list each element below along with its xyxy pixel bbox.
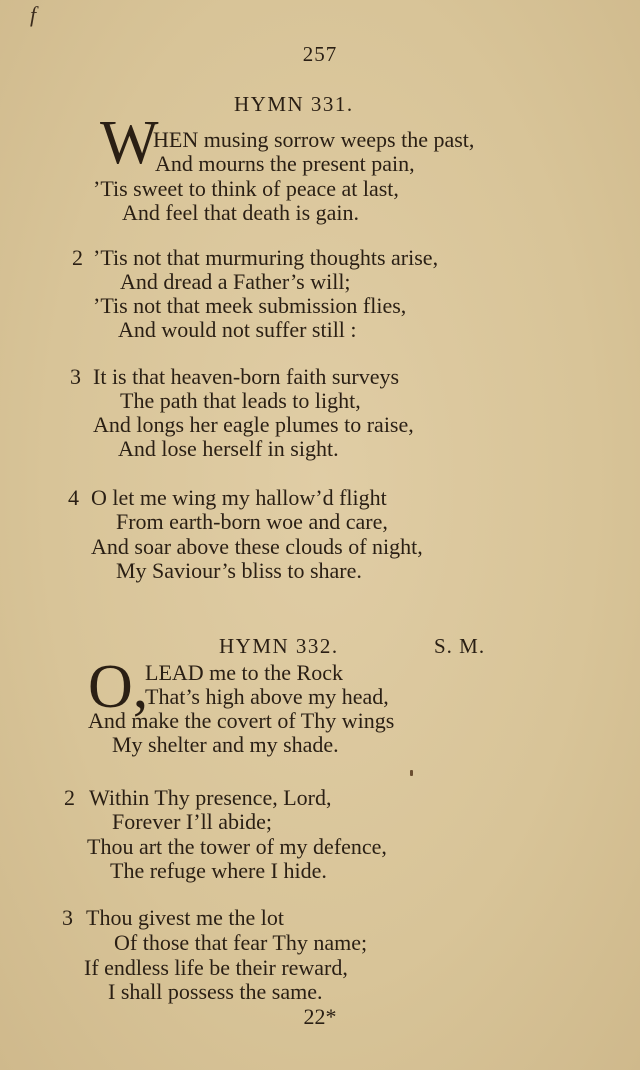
- hymn-332-s1-line-2: That’s high above my head,: [145, 684, 389, 709]
- hymn-331-s1-line-2: And mourns the present pain,: [155, 151, 415, 176]
- hymn-331-s1-line-3: ’Tis sweet to think of peace at last,: [93, 176, 399, 201]
- hymn-332-s2-line-4: The refuge where I hide.: [110, 858, 327, 883]
- hymn-331-s2-line-3: ’Tis not that meek submission flies,: [93, 293, 407, 318]
- hymn-332-title: HYMN 332.: [219, 634, 339, 658]
- signature-mark: 22*: [303, 1004, 337, 1029]
- hymn-332-s1-line-3: And make the covert of Thy wings: [88, 708, 395, 733]
- hymn-331-s1-line-1: HEN musing sorrow weeps the past,: [153, 127, 475, 152]
- hymn-331-s3-line-3: And longs her eagle plumes to raise,: [93, 412, 414, 437]
- hymn-331-s4-line-4: My Saviour’s bliss to share.: [116, 558, 362, 583]
- hymn-331-s2-number: 2: [72, 245, 83, 270]
- hymn-332-s3-number: 3: [62, 905, 73, 930]
- hymn-332-s2-number: 2: [64, 785, 75, 810]
- hymn-331-s3-line-2: The path that leads to light,: [120, 388, 361, 413]
- hymn-332-s2-line-3: Thou art the tower of my defence,: [87, 834, 387, 859]
- ink-speck: [410, 770, 413, 776]
- hymn-331-s3-number: 3: [70, 364, 81, 389]
- hymn-331-s1-line-4: And feel that death is gain.: [122, 200, 360, 225]
- hymn-332-dropcap: O,: [88, 653, 149, 721]
- hymn-332-s3-line-2: Of those that fear Thy name;: [114, 930, 368, 955]
- hymn-331-s2-line-2: And dread a Father’s will;: [120, 269, 351, 294]
- hymn-332-s3-line-1: Thou givest me the lot: [86, 905, 284, 930]
- hymn-331-s2-line-4: And would not suffer still :: [118, 317, 357, 342]
- hymn-331-s2-line-1: ’Tis not that murmuring thoughts arise,: [93, 245, 439, 270]
- corner-mark: f: [30, 2, 37, 27]
- hymn-331-s4-line-2: From earth-born woe and care,: [116, 509, 388, 534]
- hymn-332-s3-line-4: I shall possess the same.: [108, 979, 323, 1004]
- hymn-332-meter: S. M.: [434, 634, 486, 658]
- hymn-332-s1-line-4: My shelter and my shade.: [112, 732, 339, 757]
- hymn-331-s4-line-1: O let me wing my hallow’d flight: [91, 485, 387, 510]
- hymn-331-s3-line-4: And lose herself in sight.: [118, 436, 339, 461]
- hymn-331-s4-number: 4: [68, 485, 79, 510]
- hymn-332-s2-line-1: Within Thy presence, Lord,: [89, 785, 332, 810]
- hymn-331-s3-line-1: It is that heaven-born faith surveys: [93, 364, 400, 389]
- hymn-332-s3-line-3: If endless life be their reward,: [84, 955, 348, 980]
- hymn-331-dropcap: W: [100, 109, 159, 177]
- hymn-331-title: HYMN 331.: [234, 92, 354, 116]
- page-number: 257: [302, 42, 338, 66]
- hymn-331-s4-line-3: And soar above these clouds of night,: [91, 534, 423, 559]
- hymn-332-s1-line-1: LEAD me to the Rock: [145, 660, 343, 685]
- hymn-332-s2-line-2: Forever I’ll abide;: [112, 809, 273, 834]
